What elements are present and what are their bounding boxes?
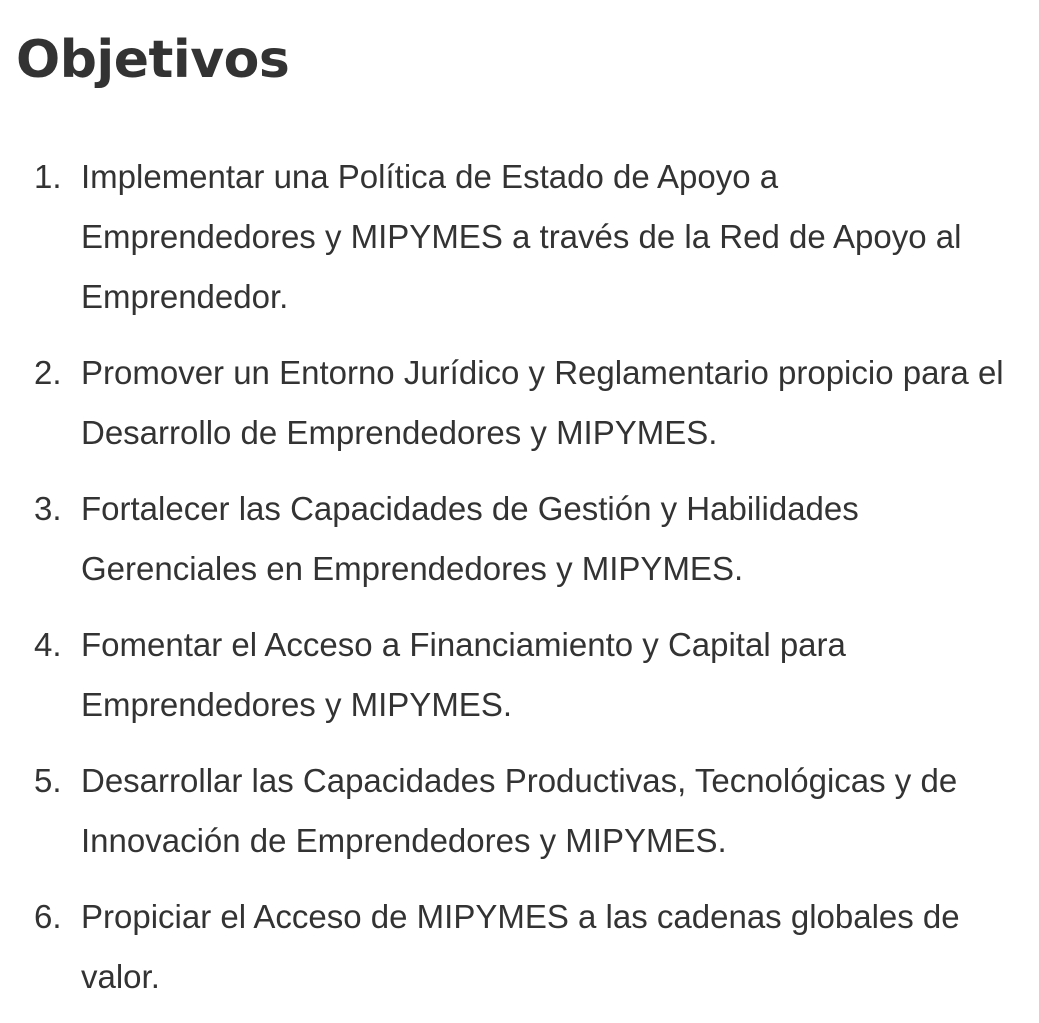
- item-text: Promover un Entorno Jurídico y Reglamentario propicio para el Desarrollo de Emprendedores y MIPYMES.: [81, 354, 1004, 451]
- item-text: Fomentar el Acceso a Financiamiento y Capital para Emprendedores y MIPYMES.: [81, 626, 846, 723]
- item-text: Desarrollar las Capacidades Productivas, Tecnológicas y de Innovación de Emprendedores y MIPYMES.: [81, 762, 958, 859]
- list-item: [0, 479, 1011, 599]
- item-number: 5.: [34, 762, 62, 799]
- item-number: 2.: [34, 354, 62, 391]
- item-text: Fortalecer las Capacidades de Gestión y Habilidades Gerenciales en Emprendedores y MIPYMES.: [81, 490, 859, 587]
- list-item: [0, 147, 1011, 327]
- list-item: [0, 751, 1011, 871]
- item-number: 1.: [34, 158, 62, 195]
- item-text: Implementar una Política de Estado de Apoyo a Emprendedores y MIPYMES a través de la Red de Apoyo al Emprendedor.: [81, 158, 962, 315]
- list-item: [0, 343, 1011, 463]
- item-number: 3.: [34, 490, 62, 527]
- item-number: 6.: [34, 898, 62, 935]
- section-heading: Objetivos: [16, 30, 290, 90]
- item-text: Propiciar el Acceso de MIPYMES a las cadenas globales de valor.: [81, 898, 960, 995]
- list-item: [0, 615, 1011, 735]
- item-number: 4.: [34, 626, 62, 663]
- objectives-list: [0, 147, 1011, 1023]
- list-item: [0, 887, 1011, 1007]
